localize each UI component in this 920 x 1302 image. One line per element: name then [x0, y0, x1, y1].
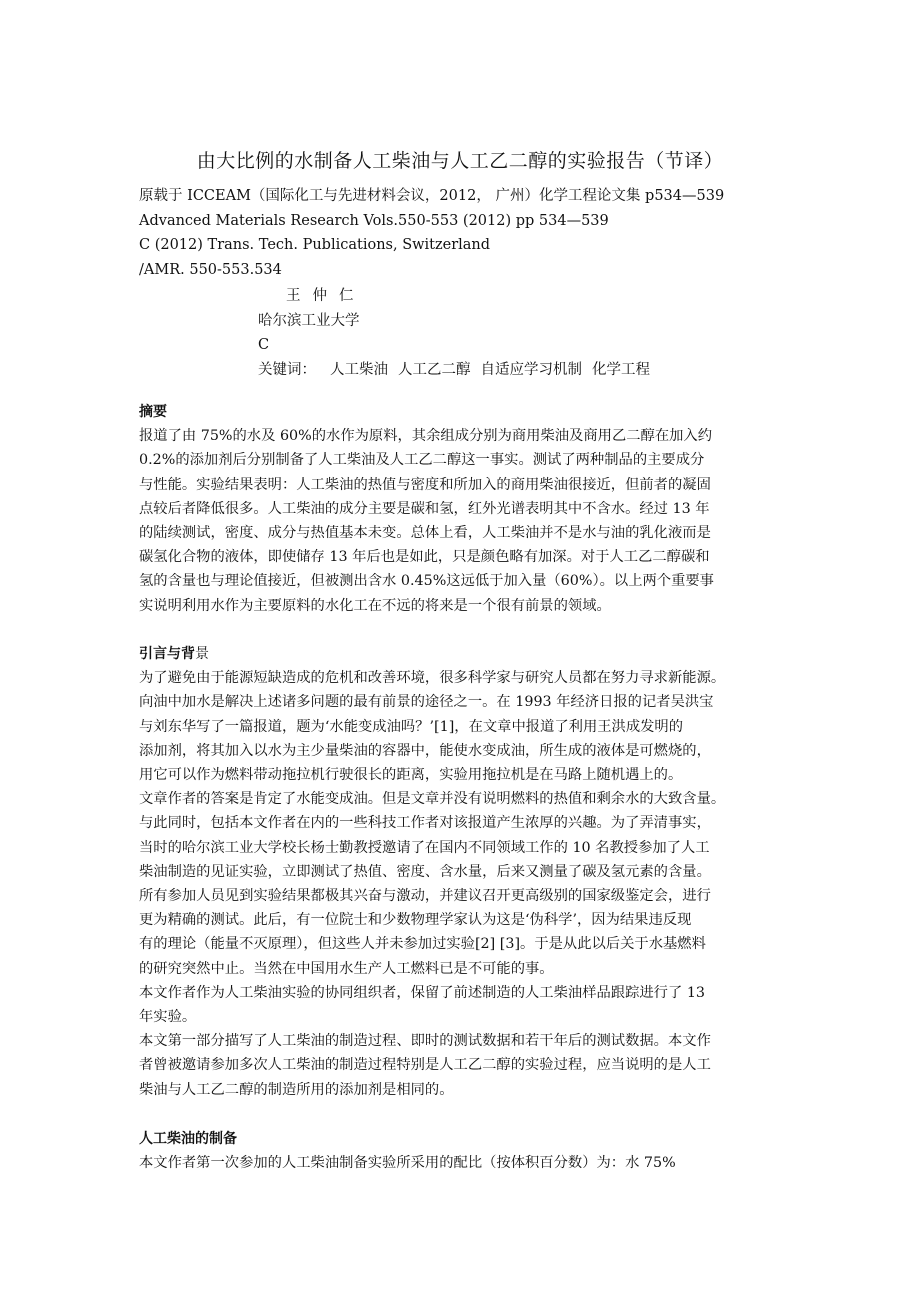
abstract-line: 的陆续测试，密度、成分与热值基本未变。总体上看，人工柴油并不是水与油的乳化液而是	[139, 525, 711, 542]
keyword: 人工柴油	[330, 361, 388, 378]
abstract-line: 氢的含量也与理论值接近，但被测出含水 0.45%这远低于加入量（60%）。以上两个重要事	[139, 573, 714, 590]
abstract-line: 0.2%的添加剂后分别制备了人工柴油及人工乙二醇这一事实。测试了两种制品的主要成分	[139, 452, 705, 469]
introduction-line: 与此同时，包括本文作者在内的一些科技工作者对该报道产生浓厚的兴趣。为了弄清事实，	[139, 815, 711, 832]
introduction-line: 者曾被邀请参加多次人工柴油的制造过程特别是人工乙二醇的实验过程，应当说明的是人工	[139, 1057, 711, 1074]
introduction-line: 本文作者作为人工柴油实验的协同组织者，保留了前述制造的人工柴油样品跟踪进行了 13	[139, 984, 706, 1001]
introduction-line: 年实验。	[139, 1009, 197, 1026]
keyword: 化学工程	[592, 361, 650, 378]
author-block	[258, 284, 660, 382]
author-mark: C	[258, 337, 270, 353]
introduction-line: 更为精确的测试。此后，有一位院士和少数物理学家认为这是‘伪科学’，因为结果违反现	[139, 912, 692, 929]
introduction-section	[139, 642, 799, 1102]
preparation-section	[139, 1127, 799, 1175]
abstract-section	[139, 400, 799, 618]
publication-line: 原载于 ICCEAM（国际化工与先进材料会议，2012， 广州）化学工程论文集 p534—539	[139, 188, 725, 204]
introduction-line: 的研究突然中止。当然在中国用水生产人工燃料已是不可能的事。	[139, 960, 554, 977]
keywords-line	[258, 358, 660, 383]
preparation-line: 本文作者第一次参加的人工柴油制备实验所采用的配比（按体积百分数）为：水 75%	[139, 1155, 676, 1172]
introduction-line: 柴油与人工乙二醇的制造所用的添加剂是相同的。	[139, 1081, 454, 1098]
introduction-heading-bold: 引言与背	[139, 646, 195, 662]
introduction-line: 有的理论（能量不灭原理），但这些人并未参加过实验[2] [3]。于是从此以后关于水基燃料	[139, 936, 706, 953]
publication-line: /AMR. 550-553.534	[139, 261, 282, 278]
introduction-line: 柴油制造的见证实验，立即测试了热值、密度、含水量，后来又测量了碳及氢元素的含量。	[139, 863, 711, 880]
introduction-line: 与刘东华写了一篇报道，题为‘水能变成油吗？’[1]，在文章中报道了利用王洪成发明的	[139, 718, 684, 735]
introduction-line: 本文第一部分描写了人工柴油的制造过程、即时的测试数据和若干年后的测试数据。本文作	[139, 1033, 711, 1050]
introduction-line: 所有参加人员见到实验结果都极其兴奋与激动，并建议召开更高级别的国家级鉴定会，进行	[139, 888, 711, 905]
publication-line: C (2012) Trans. Tech. Publications, Switzerland	[139, 237, 491, 253]
keyword: 人工乙二醇	[398, 361, 471, 378]
abstract-line: 报道了由 75%的水及 60%的水作为原料，其余组成分别为商用柴油及商用乙二醇在加入约	[139, 428, 713, 445]
abstract-heading: 摘要	[139, 404, 167, 420]
introduction-line: 用它可以作为燃料带动拖拉机行驶很长的距离，实验用拖拉机是在马路上随机遇上的。	[139, 767, 683, 784]
publication-line: Advanced Materials Research Vols.550-553 (2012) pp 534—539	[139, 212, 609, 229]
introduction-heading	[139, 642, 799, 666]
introduction-line: 向油中加水是解决上述诸多问题的最有前景的途径之一。在 1993 年经济日报的记者吴洪宝	[139, 694, 714, 711]
introduction-line: 添加剂，将其加入以水为主少量柴油的容器中，能使水变成油，所生成的液体是可燃烧的，	[139, 742, 711, 759]
abstract-line: 实说明利用水作为主要原料的水化工在不远的将来是一个很有前景的领域。	[139, 597, 611, 614]
publication-info	[139, 184, 724, 282]
introduction-line: 文章作者的答案是肯定了水能变成油。但是文章并没有说明燃料的热值和剩余水的大致含量。	[139, 791, 726, 808]
introduction-heading-light: 景	[195, 646, 209, 662]
abstract-line: 碳氢化合物的液体，即使储存 13 年后也是如此，只是颜色略有加深。对于人工乙二醇碳和	[139, 549, 710, 566]
abstract-line: 点较后者降低很多。人工柴油的成分主要是碳和氢，红外光谱表明其中不含水。经过 13 年	[139, 500, 710, 517]
keyword: 自适应学习机制	[480, 361, 582, 378]
author-affiliation: 哈尔滨工业大学	[258, 312, 360, 329]
keywords-label: 关键词：	[258, 361, 316, 378]
document-title: 由大比例的水制备人工柴油与人工乙二醇的实验报告（节译）	[196, 150, 724, 172]
preparation-heading: 人工柴油的制备	[139, 1131, 237, 1147]
introduction-line: 当时的哈尔滨工业大学校长杨士勤教授邀请了在国内不同领域工作的 10 名教授参加了人工	[139, 839, 710, 856]
abstract-line: 与性能。实验结果表明：人工柴油的热值与密度和所加入的商用柴油很接近，但前者的凝固	[139, 476, 711, 493]
author-name: 王仲仁	[286, 288, 366, 304]
introduction-line: 为了避免由于能源短缺造成的危机和改善环境，很多科学家与研究人员都在努力寻求新能源。	[139, 670, 726, 687]
